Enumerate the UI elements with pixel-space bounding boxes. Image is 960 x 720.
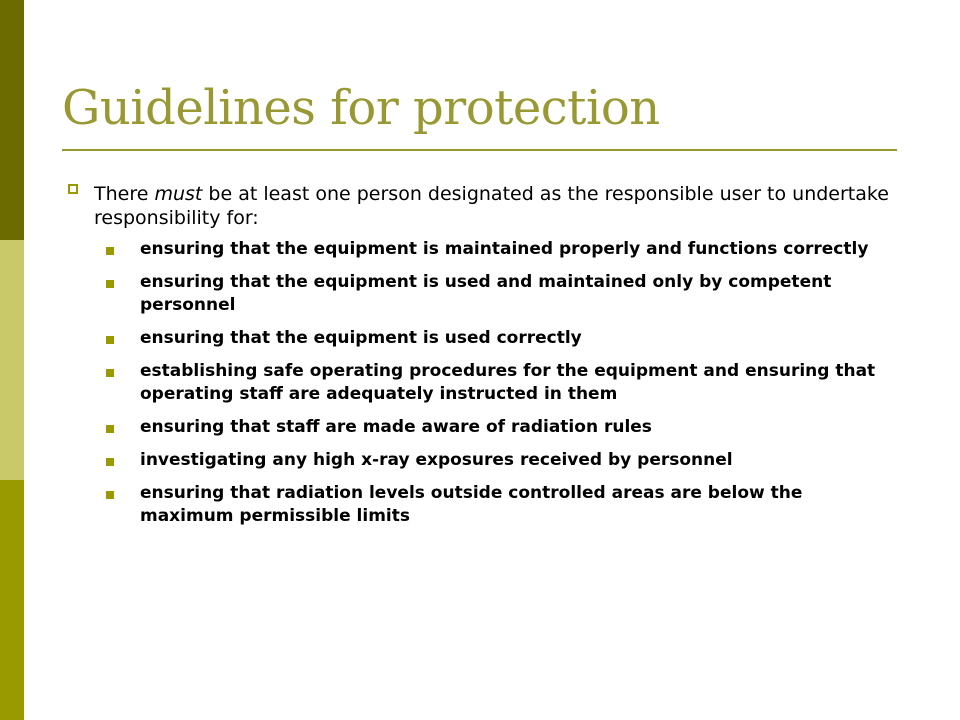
square-bullet-icon xyxy=(106,369,114,377)
list-item xyxy=(106,271,906,317)
side-bar-top xyxy=(0,0,24,240)
list-item xyxy=(106,416,906,439)
square-bullet-icon xyxy=(106,247,114,255)
list-item xyxy=(106,327,906,350)
hollow-square-bullet-icon xyxy=(67,183,81,197)
list-item xyxy=(106,238,906,261)
list-item-text: ensuring that radiation levels outside controlled areas are below the maximum permissible limits xyxy=(140,483,803,526)
square-bullet-icon xyxy=(106,336,114,344)
responsibility-list xyxy=(106,238,906,538)
list-item xyxy=(106,360,906,406)
square-bullet-icon xyxy=(106,280,114,288)
list-item-text: ensuring that the equipment is used and maintained only by competent personnel xyxy=(140,272,832,315)
slide-title: Guidelines for protection xyxy=(62,80,660,136)
title-underline xyxy=(62,149,897,151)
main-bullet-prefix: There xyxy=(94,183,155,205)
side-bar-bottom xyxy=(0,480,24,720)
main-bullet-emphasis: must xyxy=(154,183,203,205)
side-bar-middle xyxy=(0,240,24,480)
list-item-text: establishing safe operating procedures for the equipment and ensuring that operating staff are adequately instructed in them xyxy=(140,361,876,404)
main-bullet xyxy=(67,182,947,230)
square-bullet-icon xyxy=(106,458,114,466)
list-item-text: ensuring that the equipment is used correctly xyxy=(140,328,582,348)
list-item-text: ensuring that staff are made aware of radiation rules xyxy=(140,417,652,437)
list-item-text: investigating any high x-ray exposures received by personnel xyxy=(140,450,733,470)
main-bullet-suffix: be at least one person designated as the responsible user to undertake responsibility for: xyxy=(94,183,889,229)
list-item xyxy=(106,449,906,472)
list-item xyxy=(106,482,906,528)
square-bullet-icon xyxy=(106,491,114,499)
square-bullet-icon xyxy=(106,425,114,433)
main-bullet-text xyxy=(94,182,894,230)
list-item-text: ensuring that the equipment is maintained properly and functions correctly xyxy=(140,239,869,259)
